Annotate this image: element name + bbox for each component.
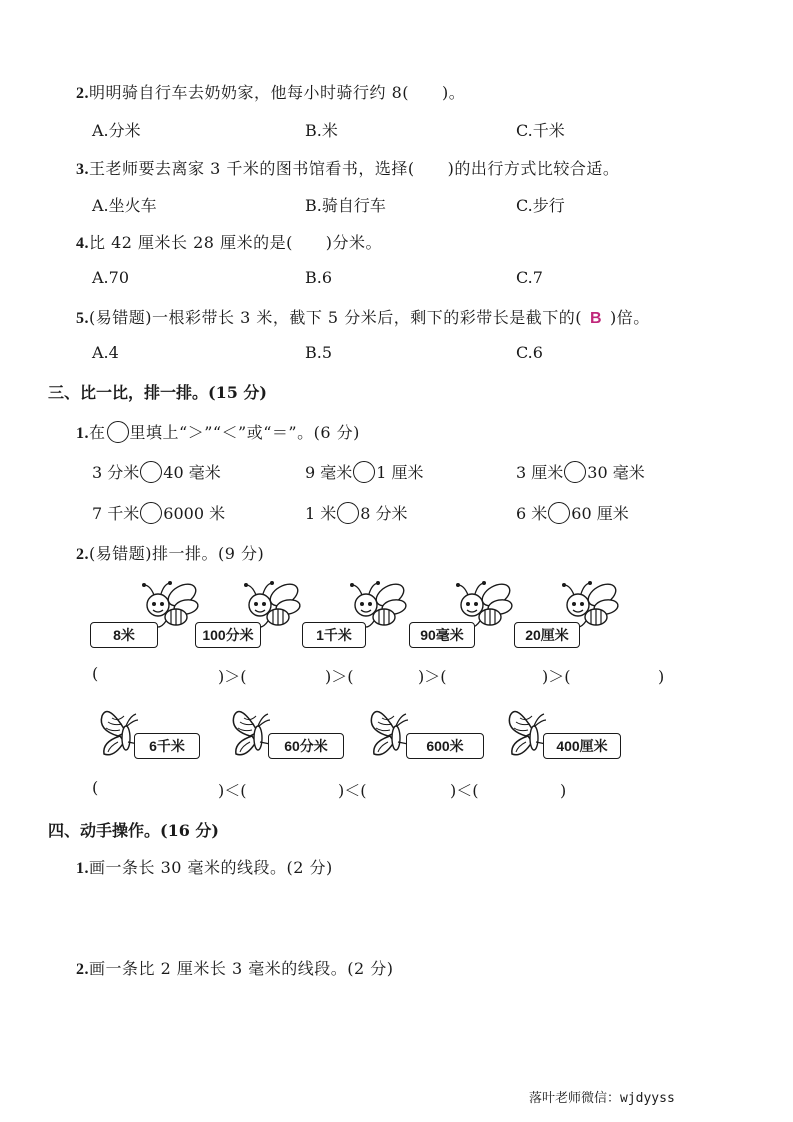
compare-left: 9 毫米	[305, 463, 353, 482]
butterfly-tag: 6千米	[134, 733, 200, 759]
section-title: 三、比一比，排一排。(15 分)	[48, 383, 267, 402]
option-a: A.坐火车	[92, 196, 157, 215]
question-text: 里填上“＞”“＜”或“＝”。(6 分)	[129, 423, 360, 442]
paren-slot: )＞(	[277, 667, 354, 686]
butterfly-tag: 600米	[406, 733, 484, 759]
paren-slot: )	[512, 781, 567, 800]
option-b: B.6	[305, 268, 333, 287]
paren-slot: (	[92, 778, 99, 797]
bee-icon	[456, 580, 513, 627]
question-number: 1.	[76, 425, 89, 442]
bee-icon	[562, 580, 619, 627]
paren-slot: (	[92, 664, 99, 683]
paren-slot: )＜(	[170, 781, 247, 800]
compare-right: 60 厘米	[571, 504, 629, 523]
compare-right: 8 分米	[360, 504, 408, 523]
paren-slot: )＞(	[370, 667, 447, 686]
bee-tag: 8米	[90, 622, 158, 648]
question-text: 在	[89, 423, 106, 442]
footer-watermark: 落叶老师微信：wjdyyss	[529, 1091, 675, 1106]
paren-slot: )	[610, 667, 665, 686]
option-c: C.步行	[516, 196, 565, 215]
compare-left: 6 米	[516, 504, 548, 523]
bee-tag: 1千米	[302, 622, 366, 648]
bee-icon	[244, 580, 301, 627]
question-number: 2.	[76, 961, 89, 978]
option-c: C.千米	[516, 121, 565, 140]
butterfly-icon	[509, 712, 546, 755]
compare-right: 40 毫米	[163, 463, 221, 482]
compare-left: 1 米	[305, 504, 337, 523]
question-text: 王老师要去离家 3 千米的图书馆看书，选择( )的出行方式比较合适。	[89, 159, 620, 178]
compare-left: 3 厘米	[516, 463, 564, 482]
question-text: 比 42 厘米长 28 厘米的是( )分米。	[89, 233, 383, 252]
question-number: 3.	[76, 161, 89, 178]
bee-icon	[142, 580, 199, 627]
question-number: 5.	[76, 310, 89, 327]
question-number: 2.	[76, 85, 89, 102]
butterfly-icon	[233, 712, 270, 755]
option-a: A.4	[92, 343, 119, 362]
bee-tag: 100分米	[195, 622, 261, 648]
option-c: C.6	[516, 343, 543, 362]
question-number: 4.	[76, 235, 89, 252]
question-text-end: )倍。	[610, 308, 650, 327]
butterfly-icon	[371, 712, 408, 755]
option-c: C.7	[516, 268, 543, 287]
bee-tag: 90毫米	[409, 622, 475, 648]
compare-right: 6000 米	[163, 504, 226, 523]
paren-slot: )＞(	[170, 667, 247, 686]
question-text: 画一条长 30 毫米的线段。(2 分)	[89, 858, 333, 877]
compare-right: 1 厘米	[376, 463, 424, 482]
option-a: A.70	[92, 268, 129, 287]
question-text: (易错题)一根彩带长 3 米，截下 5 分米后，剩下的彩带长是截下的(	[89, 308, 582, 327]
butterfly-tag: 400厘米	[543, 733, 621, 759]
question-text: 明明骑自行车去奶奶家，他每小时骑行约 8( )。	[89, 83, 466, 102]
butterfly-icon	[101, 712, 138, 755]
question-number: 1.	[76, 860, 89, 877]
paren-slot: )＞(	[494, 667, 571, 686]
paren-slot: )＜(	[290, 781, 367, 800]
section-title: 四、动手操作。(16 分)	[48, 821, 219, 840]
option-b: B.骑自行车	[305, 196, 386, 215]
paren-slot: )＜(	[402, 781, 479, 800]
question-number: 2.	[76, 546, 89, 563]
compare-left: 7 千米	[92, 504, 140, 523]
question-text: 画一条比 2 厘米长 3 毫米的线段。(2 分)	[89, 959, 394, 978]
compare-right: 30 毫米	[587, 463, 645, 482]
option-b: B.米	[305, 121, 338, 140]
question-text: (易错题)排一排。(9 分)	[89, 544, 265, 563]
option-b: B.5	[305, 343, 333, 362]
compare-left: 3 分米	[92, 463, 140, 482]
filled-answer: B	[589, 310, 602, 327]
bee-icon	[350, 580, 407, 627]
bee-tag: 20厘米	[514, 622, 580, 648]
question-4-2	[76, 956, 393, 979]
question-4-1	[76, 855, 333, 878]
option-a: A.分米	[92, 121, 141, 140]
butterfly-tag: 60分米	[268, 733, 344, 759]
